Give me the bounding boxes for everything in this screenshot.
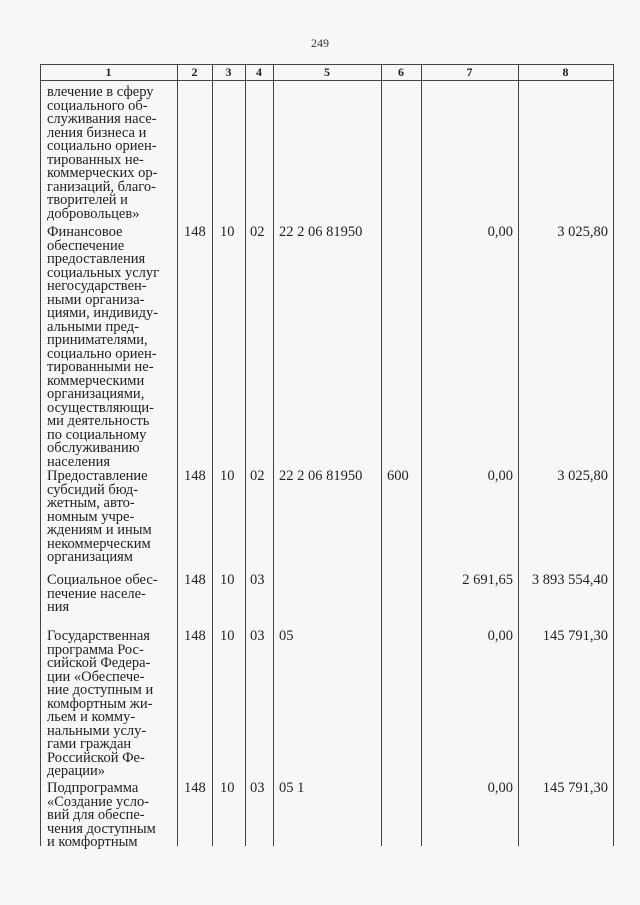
- cell-amount-col7: 0,00: [487, 224, 513, 240]
- row-name: влечение в сферу социального об- служивания насе- ления бизнеса и социально ориен- тированных не- коммерческих ор- ганизаций, благо- творителей и добровольцев»: [47, 84, 158, 222]
- page-number: 249: [311, 36, 329, 50]
- cell-target-article: 22 2 06 81950: [279, 468, 363, 484]
- cell-admin-code: 148: [184, 572, 206, 588]
- cell-target-article: 05 1: [279, 780, 305, 796]
- cell-admin-code: 148: [184, 628, 206, 644]
- cell-subsection: 03: [250, 628, 265, 644]
- cell-section: 10: [220, 628, 235, 644]
- cell-admin-code: 148: [184, 468, 206, 484]
- column-divider: [212, 64, 213, 846]
- column-divider: [177, 64, 178, 846]
- column-divider: [518, 64, 519, 846]
- cell-target-article: 05: [279, 628, 294, 644]
- cell-subsection: 03: [250, 572, 265, 588]
- column-divider: [40, 64, 41, 846]
- column-divider: [613, 64, 614, 846]
- row-name: Государственная программа Рос- сийской Федера- ции «Обеспече- ние доступным и комфортным жи- льем и комму- нальными услу- гами граждан Российской Фе- дерации»: [47, 628, 154, 779]
- cell-admin-code: 148: [184, 224, 206, 240]
- cell-target-article: 22 2 06 81950: [279, 224, 363, 240]
- cell-amount-col7: 2 691,65: [462, 572, 513, 588]
- cell-expense-type: 600: [387, 468, 409, 484]
- column-header-4: 4: [256, 65, 262, 79]
- cell-subsection: 02: [250, 468, 265, 484]
- column-divider: [381, 64, 382, 846]
- row-name: Предоставление субсидий бюд- жетным, авто- номным учре- ждениям и иным некоммерческим организациям: [47, 468, 152, 565]
- column-divider: [421, 64, 422, 846]
- cell-amount-col8: 3 025,80: [557, 468, 608, 484]
- column-header-7: 7: [466, 65, 473, 79]
- cell-admin-code: 148: [184, 780, 206, 796]
- header-bottom-border: [40, 80, 613, 81]
- cell-amount-col7: 0,00: [487, 468, 513, 484]
- cell-section: 10: [220, 468, 235, 484]
- cell-section: 10: [220, 572, 235, 588]
- column-header-2: 2: [191, 65, 198, 79]
- column-divider: [273, 64, 274, 846]
- column-header-3: 3: [225, 65, 232, 79]
- column-divider: [245, 64, 246, 846]
- cell-subsection: 03: [250, 780, 265, 796]
- cell-section: 10: [220, 224, 235, 240]
- budget-table: [40, 64, 613, 850]
- cell-amount-col8: 145 791,30: [542, 780, 608, 796]
- row-name: Социальное обес- печение населе- ния: [47, 572, 158, 615]
- row-name: Финансовое обеспечение предоставления социальных услуг негосударствен- ными организа- циями, индивиду- альными пред- принимателями, социально ориен- тированными не- коммерческими организациями, осуществляющи- ми деятельность по социальному обслуживанию населения: [47, 224, 160, 470]
- cell-section: 10: [220, 780, 235, 796]
- column-header-1: 1: [105, 65, 112, 79]
- cell-amount-col8: 3 893 554,40: [531, 572, 608, 588]
- column-header-8: 8: [562, 65, 569, 79]
- column-header-6: 6: [398, 65, 404, 79]
- cell-amount-col8: 3 025,80: [557, 224, 608, 240]
- column-header-5: 5: [324, 65, 330, 79]
- cell-amount-col7: 0,00: [487, 780, 513, 796]
- cell-amount-col7: 0,00: [487, 628, 513, 644]
- cell-subsection: 02: [250, 224, 265, 240]
- cell-amount-col8: 145 791,30: [542, 628, 608, 644]
- row-name: Подпрограмма «Создание усло- вий для обеспе- чения доступным и комфортным: [47, 780, 156, 850]
